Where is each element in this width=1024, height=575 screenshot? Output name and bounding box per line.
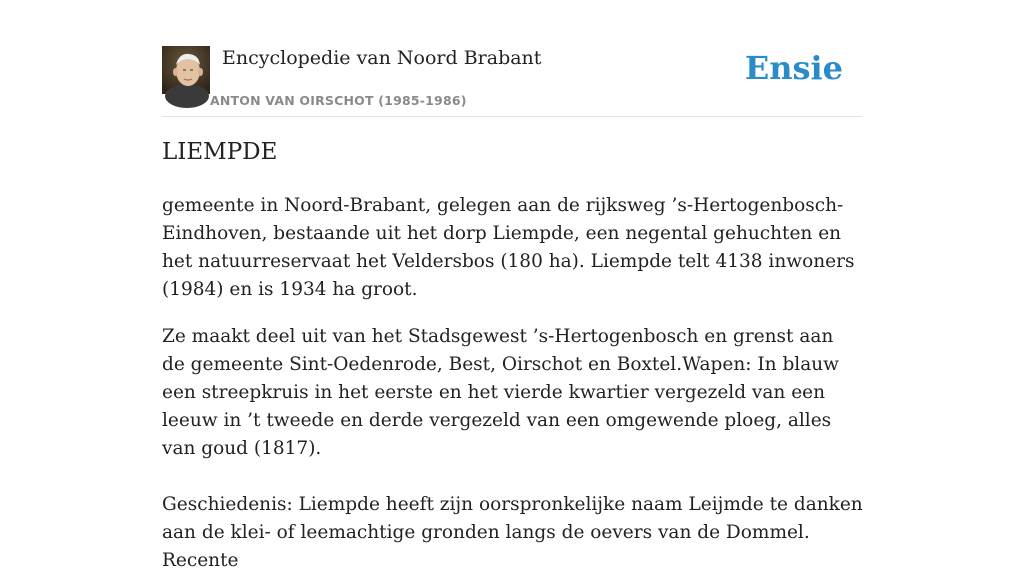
- article-body: [162, 192, 868, 575]
- paragraph: gemeente in Noord-Brabant, gelegen aan de rijksweg ’s-Hertogenbosch-Eindhoven, bestaande uit het dorp Liempde, een negental gehuchten en het natuurreservaat het Veldersbos (180 ha). Liempde telt 4138 inwoners (1984) en is 1934 ha groot.: [162, 195, 855, 300]
- source-title[interactable]: Encyclopedie van Noord Brabant: [222, 47, 542, 69]
- brand-logo[interactable]: Ensie: [744, 49, 843, 87]
- paragraph: Geschiedenis: Liempde heeft zijn oorspronkelijke naam Leijmde te danken aan de klei- of leemachtige gronden langs de oevers van de Dommel. Recente: [162, 494, 863, 571]
- portrait-photo-icon: [162, 46, 210, 94]
- paragraph: Ze maakt deel uit van het Stadsgewest ’s-Hertogenbosch en grenst aan de gemeente Sint-Oedenrode, Best, Oirschot en Boxtel.Wapen: In blauw een streepkruis in het eerste en het vierde kwartier vergezeld van een leeuw in ’t tweede en derde vergezeld van een omgewende ploeg, alles van goud (1817).: [162, 326, 839, 459]
- author-name: ANTON VAN OIRSCHOT (1985-1986): [210, 93, 467, 108]
- entry-title: LIEMPDE: [162, 139, 278, 165]
- source-header: [162, 46, 862, 117]
- author-avatar[interactable]: [162, 46, 210, 94]
